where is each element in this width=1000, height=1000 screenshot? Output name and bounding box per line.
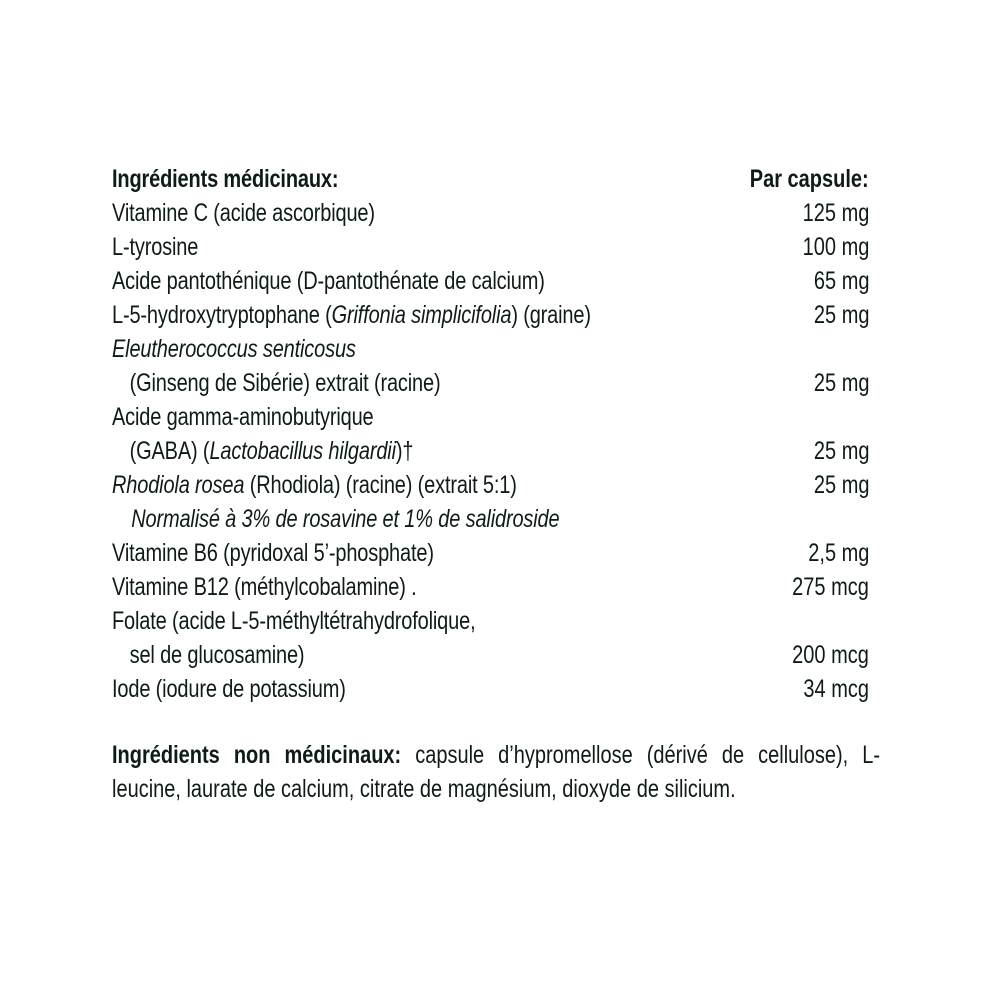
ingredient-name: sel de glucosamine) bbox=[129, 641, 305, 669]
ingredient-name: Vitamine B12 (méthylcobalamine) . bbox=[112, 573, 417, 601]
ingredient-name: Acide pantothénique (D-pantothénate de calcium) bbox=[112, 267, 545, 295]
ingredient-amount: 100 mg bbox=[802, 233, 869, 261]
ingredient-row-folate-cont bbox=[112, 638, 872, 672]
ingredient-row-pantothenic-acid bbox=[112, 264, 872, 298]
ingredient-amount: 2,5 mg bbox=[807, 539, 869, 567]
ingredient-row-vitamin-b12 bbox=[112, 570, 872, 604]
ingredient-row-l-tyrosine bbox=[112, 230, 872, 264]
ingredient-amount: 200 mcg bbox=[792, 641, 869, 669]
ingredient-name: Iode (iodure de potassium) bbox=[112, 675, 346, 703]
ingredient-name bbox=[112, 468, 517, 502]
botanical-name: Lactobacillus hilgardii bbox=[209, 437, 396, 465]
ingredient-row-rhodiola bbox=[112, 468, 872, 502]
ingredient-name: Folate (acide L-5-méthyltétrahydrofolique, bbox=[112, 607, 476, 635]
ingredient-amount: 25 mg bbox=[813, 369, 869, 397]
botanical-name: Griffonia simplicifolia bbox=[331, 301, 512, 329]
ingredient-name bbox=[112, 298, 591, 332]
ingredient-name-part: (GABA) ( bbox=[129, 437, 210, 465]
ingredient-row-vitamin-b6 bbox=[112, 536, 872, 570]
ingredient-row-iodine bbox=[112, 672, 872, 706]
ingredient-amount: 275 mcg bbox=[792, 573, 869, 601]
botanical-name: Rhodiola rosea bbox=[112, 471, 245, 499]
ingredient-row-gaba-cont bbox=[112, 434, 872, 468]
ingredient-amount: 65 mg bbox=[813, 267, 869, 295]
ingredient-name-part: (Rhodiola) (racine) (extrait 5:1) bbox=[244, 471, 517, 499]
ingredient-row-folate bbox=[112, 604, 872, 638]
ingredient-row-gaba bbox=[112, 400, 872, 434]
ingredient-name: (Ginseng de Sibérie) extrait (racine) bbox=[129, 369, 441, 397]
ingredient-name: L-tyrosine bbox=[112, 233, 199, 261]
ingredient-row-rhodiola-note bbox=[112, 502, 872, 536]
ingredient-name-part: L-5-hydroxytryptophane ( bbox=[112, 301, 332, 329]
ingredient-row-eleutherococcus bbox=[112, 332, 872, 366]
table-header-row bbox=[112, 162, 872, 196]
ingredient-name: Vitamine C (acide ascorbique) bbox=[112, 199, 375, 227]
standardization-note: Normalisé à 3% de rosavine et 1% de salidroside bbox=[131, 505, 560, 533]
ingredient-row-5-htp bbox=[112, 298, 872, 332]
ingredient-amount: 34 mcg bbox=[803, 675, 869, 703]
ingredient-name: Vitamine B6 (pyridoxal 5’-phosphate) bbox=[112, 539, 434, 567]
botanical-name: Eleutherococcus senticosus bbox=[112, 335, 356, 363]
medicinal-ingredients-table bbox=[112, 162, 872, 706]
medicinal-ingredients-heading: Ingrédients médicinaux: bbox=[112, 165, 339, 193]
ingredient-amount: 25 mg bbox=[813, 301, 869, 329]
ingredient-name bbox=[112, 434, 413, 468]
ingredient-name-part: ) (graine) bbox=[511, 301, 591, 329]
dagger-footnote-mark: )† bbox=[395, 437, 414, 465]
per-capsule-heading: Par capsule: bbox=[750, 165, 869, 193]
ingredient-row-vitamin-c bbox=[112, 196, 872, 230]
ingredient-amount: 25 mg bbox=[813, 471, 869, 499]
ingredient-amount: 125 mg bbox=[802, 199, 869, 227]
non-medicinal-heading: Ingrédients non médicinaux: bbox=[112, 741, 402, 769]
ingredient-amount: 25 mg bbox=[813, 437, 869, 465]
ingredient-row-eleutherococcus-cont bbox=[112, 366, 872, 400]
non-medicinal-ingredients bbox=[112, 738, 880, 806]
ingredient-name: Acide gamma-aminobutyrique bbox=[112, 403, 374, 431]
non-medicinal-list: capsule d’hypromellose (dérivé de cellulose), L-leucine, laurate de calcium, citrate de magnésium, dioxyde de silicium. bbox=[112, 741, 880, 803]
